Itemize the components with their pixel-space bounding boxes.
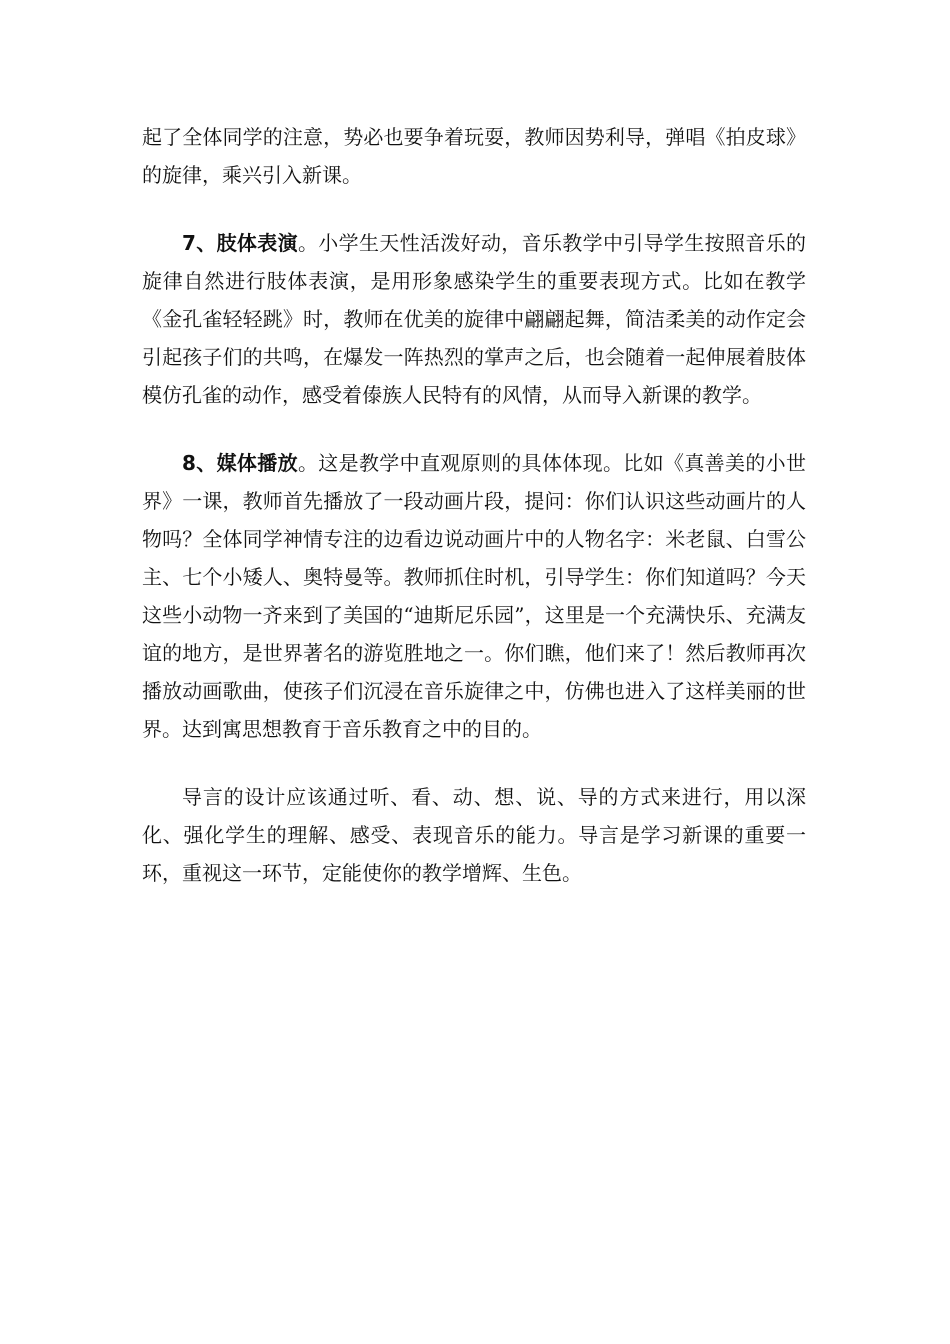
paragraph-gap bbox=[142, 748, 806, 778]
paragraph-body-movement bbox=[142, 224, 806, 414]
paragraph-text: 起了全体同学的注意，势必也要争着玩耍，教师因势利导，弹唱《拍皮球》的旋律，乘兴引入新课。 bbox=[142, 125, 806, 187]
paragraph-text: 。小学生天性活泼好动，音乐教学中引导学生按照音乐的旋律自然进行肢体表演，是用形象感染学生的重要表现方式。比如在教学《金孔雀轻轻跳》时，教师在优美的旋律中翩翩起舞，简洁柔美的动作定会引起孩子们的共鸣，在爆发一阵热烈的掌声之后，也会随着一起伸展着肢体模仿孔雀的动作，感受着傣族人民特有的风情，从而导入新课的教学。 bbox=[142, 231, 806, 407]
paragraph-text: 导言的设计应该通过听、看、动、想、说、导的方式来进行，用以深化、强化学生的理解、感受、表现音乐的能力。导言是学习新课的重要一环，重视这一环节，定能使你的教学增辉、生色。 bbox=[142, 785, 806, 885]
paragraph-media-playback bbox=[142, 444, 806, 748]
section-heading-media-playback: 8、媒体播放 bbox=[182, 451, 298, 475]
document-body bbox=[142, 118, 806, 892]
paragraph-conclusion bbox=[142, 778, 806, 892]
section-heading-body-movement: 7、肢体表演 bbox=[182, 231, 298, 255]
paragraph-text: 。这是教学中直观原则的具体体现。比如《真善美的小世界》一课，教师首先播放了一段动画片段，提问：你们认识这些动画片的人物吗？全体同学神情专注的边看边说动画片中的人物名字：米老鼠、白雪公主、七个小矮人、奥特曼等。教师抓住时机，引导学生：你们知道吗？今天这些小动物一齐来到了美国的“迪斯尼乐园”，这里是一个充满快乐、充满友谊的地方，是世界著名的游览胜地之一。你们瞧，他们来了！然后教师再次播放动画歌曲，使孩子们沉浸在音乐旋律之中，仿佛也进入了这样美丽的世界。达到寓思想教育于音乐教育之中的目的。 bbox=[142, 451, 806, 741]
paragraph-continuation bbox=[142, 118, 806, 194]
paragraph-gap bbox=[142, 194, 806, 224]
paragraph-gap bbox=[142, 414, 806, 444]
